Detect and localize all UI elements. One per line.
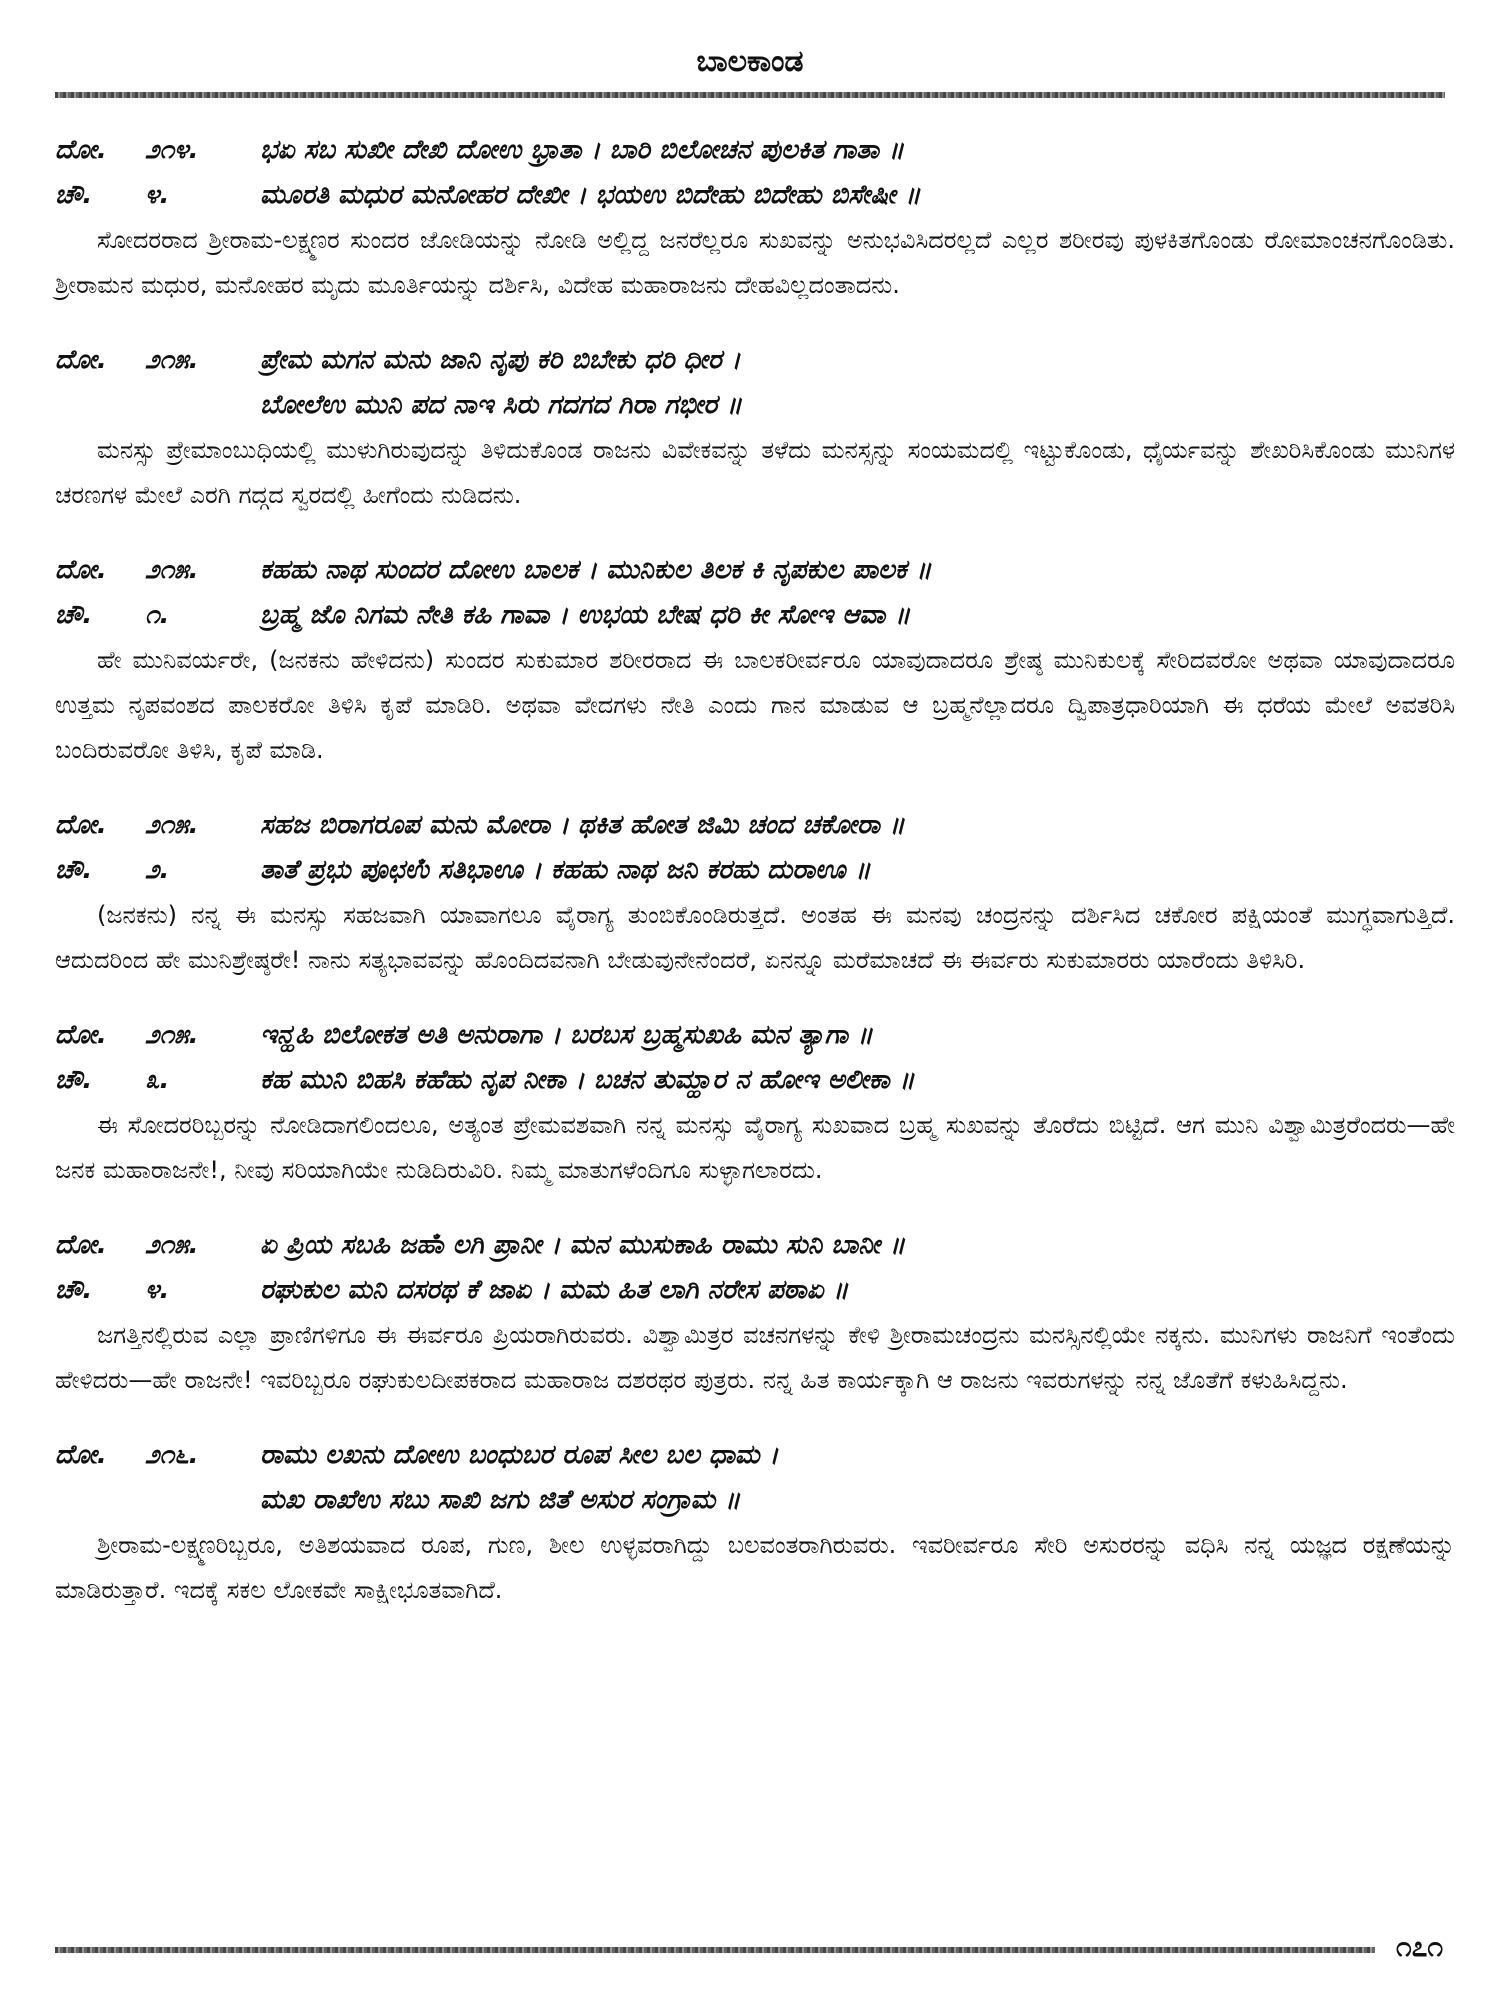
verse-line bbox=[55, 383, 1455, 428]
verse-number bbox=[145, 383, 260, 428]
verse-line bbox=[55, 593, 1455, 638]
verse-label: ಚೌ. bbox=[55, 1065, 93, 1095]
verse-number: ೨೧೬. bbox=[145, 1440, 199, 1470]
verse-number: ೧. bbox=[145, 600, 170, 630]
page-number: ೧೭೧ bbox=[1395, 1930, 1443, 1963]
verse-number: ೨೧೫. bbox=[145, 810, 199, 840]
chapter-header: ಬಾಲಕಾಂಡ bbox=[696, 44, 804, 79]
verse-text: ರಘುಕುಲ ಮನಿ ದಸರಥ ಕೆ ಜಾಏ । ಮಮ ಹಿತ ಲಾಗಿ ನರೇಸ ಪಠಾಏ ॥ bbox=[260, 1275, 849, 1305]
verse-line bbox=[55, 548, 1455, 593]
verse-line bbox=[55, 338, 1455, 383]
verse-text: ಕಹಹು ನಾಥ ಸುಂದರ ದೋಉ ಬಾಲಕ । ಮುನಿಕುಲ ತಿಲಕ ಕಿ ನೃಪಕುಲ ಪಾಲಕ ॥ bbox=[260, 555, 932, 585]
verse-block bbox=[55, 1223, 1455, 1403]
verse-number: ೨೧೫. bbox=[145, 345, 199, 375]
verse-text: ತಾತೆ ಪ್ರಭು ಪೂಛಉಁ ಸತಿಭಾಊ । ಕಹಹು ನಾಥ ಜನಿ ಕರಹು ದುರಾಊ ॥ bbox=[260, 855, 871, 885]
verse-label: ದೋ. bbox=[55, 1440, 107, 1470]
verse-number bbox=[145, 1478, 260, 1523]
verse-label: ದೋ. bbox=[55, 555, 107, 585]
verse-text: ರಾಮು ಲಖನು ದೋಉ ಬಂಧುಬರ ರೂಪ ಸೀಲ ಬಲ ಧಾಮ । bbox=[260, 1440, 779, 1470]
verse-line bbox=[55, 173, 1455, 218]
verse-label: ದೋ. bbox=[55, 1020, 107, 1050]
verse-line bbox=[55, 1478, 1455, 1523]
verse-number: ೪. bbox=[145, 180, 170, 210]
verse-block bbox=[55, 1013, 1455, 1193]
verse-number: ೩. bbox=[145, 1065, 170, 1095]
prose-paragraph: ಸೋದರರಾದ ಶ್ರೀರಾಮ-ಲಕ್ಷ್ಮಣರ ಸುಂದರ ಜೋಡಿಯನ್ನು ನೋಡಿ ಅಲ್ಲಿದ್ದ ಜನರೆಲ್ಲರೂ ಸುಖವನ್ನು ಅನುಭವಿಸಿದರಲ್ಲದೆ ಎಲ್ಲರ ಶರೀರವು ಪುಳಕಿತಗೊಂಡು ರೋಮಾಂಚನಗೊಂಡಿತು. ಶ್ರೀರಾಮನ ಮಧುರ, ಮನೋಹರ ಮೃದು ಮೂರ್ತಿಯನ್ನು ದರ್ಶಿಸಿ, ವಿದೇಹ ಮಹಾರಾಜನು ದೇಹವಿಲ್ಲದಂತಾದನು. bbox=[55, 226, 1455, 299]
prose-paragraph: ಜಗತ್ತಿನಲ್ಲಿರುವ ಎಲ್ಲಾ ಪ್ರಾಣಿಗಳಿಗೂ ಈ ಈರ್ವರೂ ಪ್ರಿಯರಾಗಿರುವರು. ವಿಶ್ವಾಮಿತ್ರರ ವಚನಗಳನ್ನು ಕೇಳಿ ಶ್ರೀರಾಮಚಂದ್ರನು ಮನಸ್ಸಿನಲ್ಲಿಯೇ ನಕ್ಕನು. ಮುನಿಗಳು ರಾಜನಿಗೆ ಇಂತೆಂದು ಹೇಳಿದರು—ಹೇ ರಾಜನೇ! ಇವರಿಬ್ಬರೂ ರಘುಕುಲದೀಪಕರಾದ ಮಹಾರಾಜ ದಶರಥರ ಪುತ್ರರು. ನನ್ನ ಹಿತ ಕಾರ್ಯಕ್ಕಾಗಿ ಆ ರಾಜನು ಇವರುಗಳನ್ನು ನನ್ನ ಜೊತೆಗೆ ಕಳುಹಿಸಿದ್ದನು. bbox=[55, 1321, 1455, 1394]
verse-text: ಏ ಪ್ರಿಯ ಸಬಹಿ ಜಹಾಁ ಲಗಿ ಪ್ರಾನೀ । ಮನ ಮುಸುಕಾಹಿ ರಾಮು ಸುನಿ ಬಾನೀ ॥ bbox=[260, 1230, 906, 1260]
verse-text: ಭಏ ಸಬ ಸುಖೀ ದೇಖಿ ದೋಉ ಭ್ರಾತಾ । ಬಾರಿ ಬಿಲೋಚನ ಪುಲಕಿತ ಗಾತಾ ॥ bbox=[260, 135, 905, 165]
verse-text: ಇನ್ಹಹಿ ಬಿಲೋಕತ ಅತಿ ಅನುರಾಗಾ । ಬರಬಸ ಬ್ರಹ್ಮಸುಖಹಿ ಮನ ತ್ಯಾಗಾ ॥ bbox=[260, 1020, 873, 1050]
verse-number: ೨೧೫. bbox=[145, 555, 199, 585]
verse-text: ಬ್ರಹ್ಮ ಜೊ ನಿಗಮ ನೇತಿ ಕಹಿ ಗಾವಾ । ಉಭಯ ಬೇಷ ಧರಿ ಕೀ ಸೋಇ ಆವಾ ॥ bbox=[260, 600, 911, 630]
verse-block bbox=[55, 1433, 1455, 1613]
verse-text: ಮೂರತಿ ಮಧುರ ಮನೋಹರ ದೇಖೀ । ಭಯಉ ಬಿದೇಹು ಬಿದೇಹು ಬಿಸೇಷೀ ॥ bbox=[260, 180, 921, 210]
verse-line bbox=[55, 1433, 1455, 1478]
verse-label: ದೋ. bbox=[55, 1230, 107, 1260]
page-content bbox=[55, 128, 1455, 1643]
verse-text: ಕಹ ಮುನಿ ಬಿಹಸಿ ಕಹೆಹು ನೃಪ ನೀಕಾ । ಬಚನ ತುಮ್ಹಾರ ನ ಹೋಇ ಅಲೀಕಾ ॥ bbox=[260, 1065, 915, 1095]
prose-paragraph: ಈ ಸೋದರರಿಬ್ಬರನ್ನು ನೋಡಿದಾಗಲಿಂದಲೂ, ಅತ್ಯಂತ ಪ್ರೇಮವಶವಾಗಿ ನನ್ನ ಮನಸ್ಸು ವೈರಾಗ್ಯ ಸುಖವಾದ ಬ್ರಹ್ಮ ಸುಖವನ್ನು ತೊರೆದು ಬಿಟ್ಟಿದೆ. ಆಗ ಮುನಿ ವಿಶ್ವಾಮಿತ್ರರೆಂದರು—ಹೇ ಜನಕ ಮಹಾರಾಜನೇ!, ನೀವು ಸರಿಯಾಗಿಯೇ ನುಡಿದಿರುವಿರಿ. ನಿಮ್ಮ ಮಾತುಗಳೆಂದಿಗೂ ಸುಳ್ಳಾಗಲಾರದು. bbox=[55, 1111, 1455, 1184]
prose-paragraph: ಹೇ ಮುನಿವರ್ಯರೇ, (ಜನಕನು ಹೇಳಿದನು) ಸುಂದರ ಸುಕುಮಾರ ಶರೀರರಾದ ಈ ಬಾಲಕರೀರ್ವರೂ ಯಾವುದಾದರೂ ಶ್ರೇಷ್ಠ ಮುನಿಕುಲಕ್ಕೆ ಸೇರಿದವರೋ ಅಥವಾ ಯಾವುದಾದರೂ ಉತ್ತಮ ನೃಪವಂಶದ ಪಾಲಕರೋ ತಿಳಿಸಿ ಕೃಪೆ ಮಾಡಿರಿ. ಅಥವಾ ವೇದಗಳು ನೇತಿ ಎಂದು ಗಾನ ಮಾಡುವ ಆ ಬ್ರಹ್ಮನೆಲ್ಲಾದರೂ ದ್ವಿಪಾತ್ರಧಾರಿಯಾಗಿ ಈ ಧರೆಯ ಮೇಲೆ ಅವತರಿಸಿ ಬಂದಿರುವರೋ ತಿಳಿಸಿ, ಕೃಪೆ ಮಾಡಿ. bbox=[55, 646, 1455, 764]
verse-text: ಪ್ರೇಮ ಮಗನ ಮನು ಜಾನಿ ನೃಪು ಕರಿ ಬಿಬೇಕು ಧರಿ ಧೀರ । bbox=[260, 345, 741, 375]
verse-line bbox=[55, 1223, 1455, 1268]
verse-text: ಸಹಜ ಬಿರಾಗರೂಪ ಮನು ಮೋರಾ । ಥಕಿತ ಹೋತ ಜಿಮಿ ಚಂದ ಚಕೋರಾ ॥ bbox=[260, 810, 905, 840]
verse-block bbox=[55, 548, 1455, 773]
header-rule bbox=[55, 92, 1445, 98]
verse-label bbox=[55, 383, 145, 428]
verse-line bbox=[55, 803, 1455, 848]
prose-paragraph: ಶ್ರೀರಾಮ-ಲಕ್ಷ್ಮಣರಿಬ್ಬರೂ, ಅತಿಶಯವಾದ ರೂಪ, ಗುಣ, ಶೀಲ ಉಳ್ಳವರಾಗಿದ್ದು ಬಲವಂತರಾಗಿರುವರು. ಇವರೀರ್ವರೂ ಸೇರಿ ಅಸುರರನ್ನು ವಧಿಸಿ ನನ್ನ ಯಜ್ಞದ ರಕ್ಷಣೆಯನ್ನು ಮಾಡಿರುತ್ತಾರೆ. ಇದಕ್ಕೆ ಸಕಲ ಲೋಕವೇ ಸಾಕ್ಷೀಭೂತವಾಗಿದೆ. bbox=[55, 1531, 1455, 1604]
verse-line bbox=[55, 128, 1455, 173]
verse-line bbox=[55, 1013, 1455, 1058]
verse-line bbox=[55, 848, 1455, 893]
verse-line bbox=[55, 1058, 1455, 1103]
verse-label bbox=[55, 1478, 145, 1523]
verse-number: ೨೧೪. bbox=[145, 135, 199, 165]
verse-label: ಚೌ. bbox=[55, 1275, 93, 1305]
verse-label: ಚೌ. bbox=[55, 600, 93, 630]
verse-number: ೪. bbox=[145, 1275, 170, 1305]
prose-paragraph: ಮನಸ್ಸು ಪ್ರೇಮಾಂಬುಧಿಯಲ್ಲಿ ಮುಳುಗಿರುವುದನ್ನು ತಿಳಿದುಕೊಂಡ ರಾಜನು ವಿವೇಕವನ್ನು ತಳೆದು ಮನಸ್ಸನ್ನು ಸಂಯಮದಲ್ಲಿ ಇಟ್ಟುಕೊಂಡು, ಧೈರ್ಯವನ್ನು ಶೇಖರಿಸಿಕೊಂಡು ಮುನಿಗಳ ಚರಣಗಳ ಮೇಲೆ ಎರಗಿ ಗದ್ಗದ ಸ್ವರದಲ್ಲಿ ಹೀಗೆಂದು ನುಡಿದನು. bbox=[55, 436, 1455, 509]
verse-block bbox=[55, 803, 1455, 983]
verse-number: ೨೧೫. bbox=[145, 1020, 199, 1050]
verse-label: ಚೌ. bbox=[55, 180, 93, 210]
footer-rule bbox=[55, 1947, 1375, 1953]
verse-label: ದೋ. bbox=[55, 345, 107, 375]
verse-text: ಬೋಲೆಉ ಮುನಿ ಪದ ನಾಇ ಸಿರು ಗದಗದ ಗಿರಾ ಗಭೀರ ॥ bbox=[260, 390, 743, 420]
verse-label: ದೋ. bbox=[55, 135, 107, 165]
verse-label: ಚೌ. bbox=[55, 855, 93, 885]
verse-number: ೨. bbox=[145, 855, 170, 885]
verse-line bbox=[55, 1268, 1455, 1313]
verse-number: ೨೧೫. bbox=[145, 1230, 199, 1260]
verse-block bbox=[55, 338, 1455, 518]
verse-text: ಮಖ ರಾಖೆಉ ಸಬು ಸಾಖಿ ಜಗು ಜಿತೆ ಅಸುರ ಸಂಗ್ರಾಮ ॥ bbox=[260, 1485, 741, 1515]
prose-paragraph: (ಜನಕನು) ನನ್ನ ಈ ಮನಸ್ಸು ಸಹಜವಾಗಿ ಯಾವಾಗಲೂ ವೈರಾಗ್ಯ ತುಂಬಿಕೊಂಡಿರುತ್ತದೆ. ಅಂತಹ ಈ ಮನವು ಚಂದ್ರನನ್ನು ದರ್ಶಿಸಿದ ಚಕೋರ ಪಕ್ಷಿಯಂತೆ ಮುಗ್ಧವಾಗುತ್ತಿದೆ. ಆದುದರಿಂದ ಹೇ ಮುನಿಶ್ರೇಷ್ಠರೇ! ನಾನು ಸತ್ಯಭಾವವನ್ನು ಹೊಂದಿದವನಾಗಿ ಬೇಡುವುನೇನೆಂದರೆ, ಏನನ್ನೂ ಮರೆಮಾಚದೆ ಈ ಈರ್ವರು ಸುಕುಮಾರರು ಯಾರೆಂದು ತಿಳಿಸಿರಿ. bbox=[55, 901, 1455, 974]
verse-block bbox=[55, 128, 1455, 308]
verse-label: ದೋ. bbox=[55, 810, 107, 840]
